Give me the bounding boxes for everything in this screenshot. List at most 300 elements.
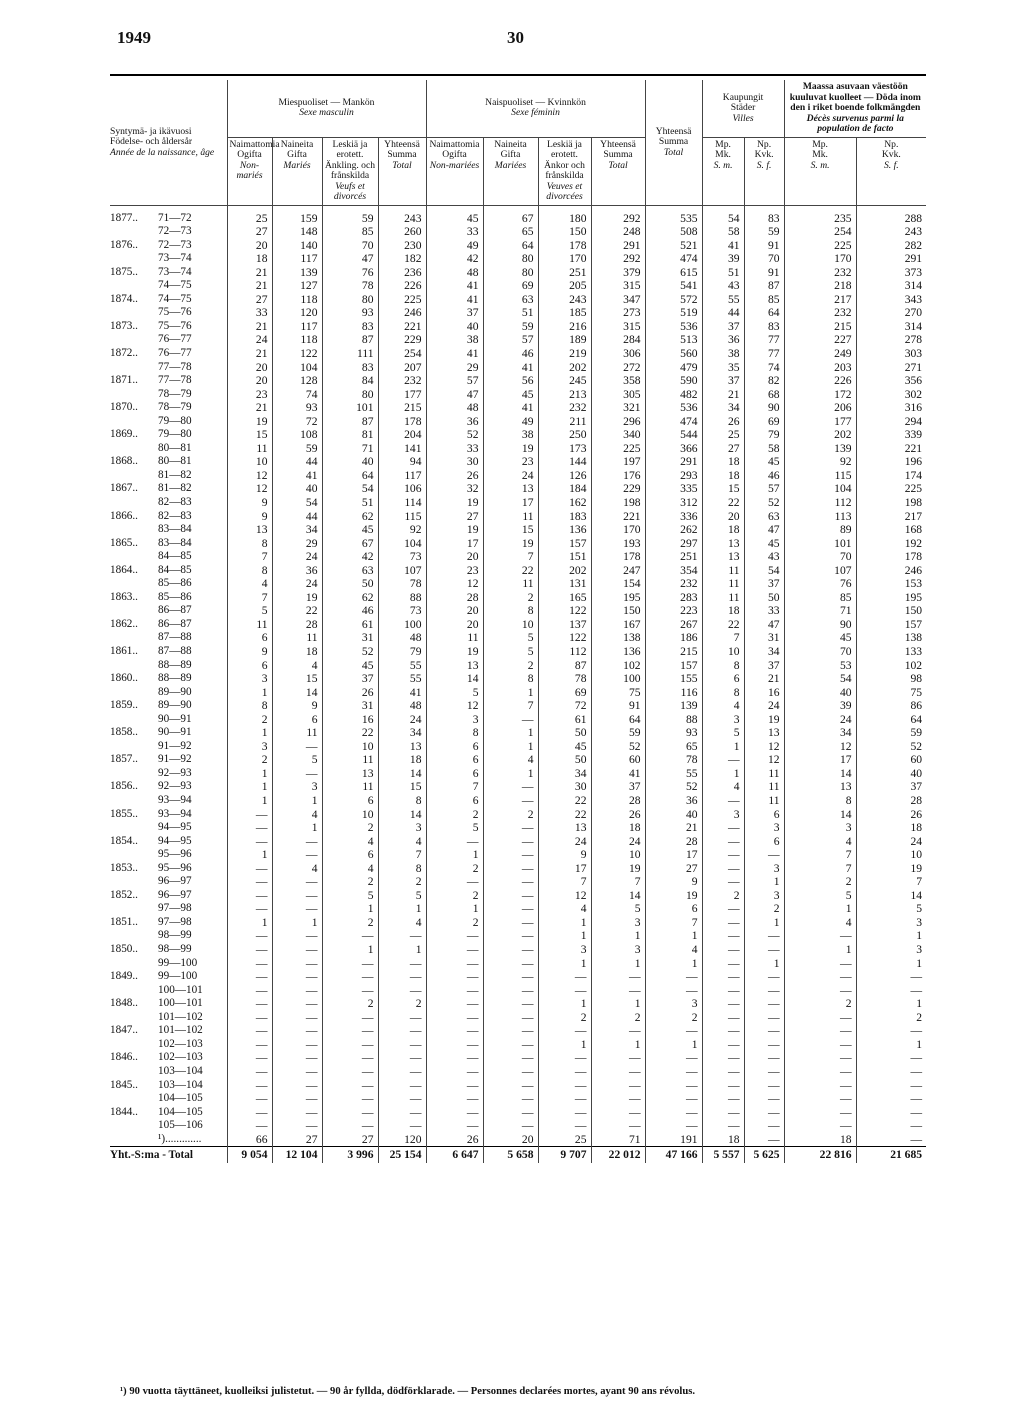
value-cell: 316 (856, 401, 926, 415)
value-cell: 64 (591, 713, 645, 727)
value-cell: — (272, 875, 322, 889)
value-cell: 52 (744, 496, 784, 510)
value-cell: 1 (227, 726, 272, 740)
value-cell: 9 (645, 875, 702, 889)
age-range: 87—88 (158, 645, 192, 657)
value-cell: 80 (483, 252, 538, 266)
value-cell: — (378, 1065, 426, 1079)
value-cell: 93 (272, 401, 322, 415)
value-cell: 88 (645, 713, 702, 727)
value-cell: — (483, 1079, 538, 1093)
age-cell (110, 848, 227, 862)
value-cell: 47 (744, 523, 784, 537)
value-cell: 63 (744, 510, 784, 524)
table-row (110, 970, 926, 984)
value-cell: — (591, 1106, 645, 1120)
value-cell: 42 (426, 252, 483, 266)
value-cell: 572 (645, 293, 702, 307)
value-cell: — (272, 767, 322, 781)
value-cell: 1 (784, 943, 856, 957)
value-cell: 65 (645, 740, 702, 754)
value-cell: 232 (645, 577, 702, 591)
value-cell: — (702, 794, 744, 808)
value-cell: 19 (744, 713, 784, 727)
value-cell: — (272, 957, 322, 971)
value-cell: — (322, 1011, 378, 1025)
birth-year: 1854.. (110, 834, 138, 847)
value-cell: 61 (538, 713, 591, 727)
value-cell: 8 (702, 659, 744, 673)
total-cell: 5 625 (744, 1147, 784, 1164)
age-range: 99—100 (158, 956, 198, 969)
value-cell: 75 (856, 686, 926, 700)
value-cell: — (227, 889, 272, 903)
age-header: Syntymä- ja ikävuosi Födelse- och åldersår Année de la naissance, âge (110, 80, 227, 205)
value-cell: 91 (744, 266, 784, 280)
value-cell: 139 (784, 442, 856, 456)
value-cell: 120 (272, 306, 322, 320)
table-row (110, 333, 926, 347)
value-cell: 58 (744, 442, 784, 456)
value-cell: 221 (856, 442, 926, 456)
value-cell: 40 (272, 482, 322, 496)
value-cell: 85 (322, 225, 378, 239)
value-cell: 7 (483, 550, 538, 564)
value-cell: 292 (591, 205, 645, 225)
value-cell: 7 (227, 591, 272, 605)
value-cell: 141 (378, 442, 426, 456)
value-cell: — (856, 1024, 926, 1038)
table-row (110, 320, 926, 334)
value-cell: 67 (483, 205, 538, 225)
value-cell: 98 (856, 672, 926, 686)
value-cell: 22 (272, 604, 322, 618)
value-cell: 30 (538, 780, 591, 794)
female-widowed-header: Leskiä ja erotett. Änkor och frånskilda Veuves et divorcées (538, 137, 591, 205)
value-cell: 93 (645, 726, 702, 740)
age-cell (110, 388, 227, 402)
value-cell: 71 (322, 442, 378, 456)
value-cell: — (538, 1106, 591, 1120)
age-range: 84—85 (158, 563, 192, 576)
value-cell: 83 (744, 320, 784, 334)
value-cell: 14 (426, 672, 483, 686)
value-cell: 11 (744, 780, 784, 794)
value-cell: 3 (227, 672, 272, 686)
value-cell: 54 (784, 672, 856, 686)
birth-year: 1850.. (110, 943, 138, 956)
value-cell: 10 (591, 848, 645, 862)
age-cell (110, 482, 227, 496)
value-cell: — (483, 862, 538, 876)
value-cell: 90 (744, 401, 784, 415)
value-cell: 1 (744, 916, 784, 930)
value-cell: 34 (272, 523, 322, 537)
value-cell: 11 (702, 591, 744, 605)
age-range: 96—97 (158, 888, 192, 901)
value-cell: 10 (322, 808, 378, 822)
age-cell (110, 225, 227, 239)
value-cell: 150 (856, 604, 926, 618)
age-range: 73—74 (158, 252, 192, 265)
age-range: 76—77 (158, 346, 192, 359)
value-cell: 21 (227, 279, 272, 293)
value-cell: 7 (856, 875, 926, 889)
value-cell: 246 (378, 306, 426, 320)
value-cell: 59 (322, 205, 378, 225)
value-cell: 40 (322, 455, 378, 469)
age-range: 79—80 (158, 428, 192, 441)
value-cell: 16 (744, 686, 784, 700)
value-cell: — (744, 1092, 784, 1106)
value-cell: 9 (227, 496, 272, 510)
table-row (110, 686, 926, 700)
value-cell: 1 (227, 686, 272, 700)
value-cell: — (784, 1011, 856, 1025)
value-cell: 102 (591, 659, 645, 673)
value-cell: 198 (591, 496, 645, 510)
value-cell: 284 (591, 333, 645, 347)
value-cell: 182 (378, 252, 426, 266)
value-cell: 30 (426, 455, 483, 469)
value-cell: 247 (591, 564, 645, 578)
value-cell: 40 (426, 320, 483, 334)
value-cell: 87 (744, 279, 784, 293)
value-cell: 3 (856, 916, 926, 930)
age-cell (110, 916, 227, 930)
value-cell: 70 (784, 645, 856, 659)
value-cell: 1 (483, 767, 538, 781)
value-cell: 5 (483, 645, 538, 659)
value-cell: 62 (322, 510, 378, 524)
value-cell: 4 (378, 916, 426, 930)
value-cell: 184 (538, 482, 591, 496)
value-cell: — (538, 1119, 591, 1133)
value-cell: — (744, 1038, 784, 1052)
value-cell: — (856, 1079, 926, 1093)
value-cell: 235 (784, 205, 856, 225)
table-row (110, 889, 926, 903)
value-cell: 13 (426, 659, 483, 673)
value-cell: 41 (272, 469, 322, 483)
value-cell: 18 (591, 821, 645, 835)
table-row (110, 957, 926, 971)
total-cell: 47 166 (645, 1147, 702, 1164)
value-cell: — (322, 1038, 378, 1052)
value-cell: 50 (744, 591, 784, 605)
value-cell: 41 (702, 239, 744, 253)
value-cell: — (272, 1024, 322, 1038)
value-cell: 7 (426, 780, 483, 794)
age-range: 79—80 (158, 414, 192, 427)
value-cell: — (744, 997, 784, 1011)
value-cell: 4 (645, 943, 702, 957)
table-row (110, 997, 926, 1011)
value-cell: 24 (272, 577, 322, 591)
value-cell: 6 (426, 753, 483, 767)
age-range: ¹)............. (158, 1132, 202, 1145)
value-cell: — (702, 902, 744, 916)
birth-year: 1851.. (110, 915, 138, 928)
value-cell: 87 (322, 415, 378, 429)
value-cell: 2 (591, 1011, 645, 1025)
value-cell: 117 (378, 469, 426, 483)
value-cell: 52 (322, 645, 378, 659)
table-row (110, 361, 926, 375)
age-range: 102—103 (158, 1037, 203, 1050)
value-cell: 118 (272, 293, 322, 307)
value-cell: 101 (784, 537, 856, 551)
value-cell: 196 (856, 455, 926, 469)
value-cell: 270 (856, 306, 926, 320)
value-cell: 120 (378, 1133, 426, 1147)
value-cell: 31 (322, 699, 378, 713)
value-cell: 482 (645, 388, 702, 402)
age-cell (110, 564, 227, 578)
value-cell: 59 (744, 225, 784, 239)
value-cell: — (744, 1024, 784, 1038)
value-cell: — (426, 1106, 483, 1120)
value-cell: 54 (272, 496, 322, 510)
age-cell (110, 997, 227, 1011)
value-cell: — (227, 943, 272, 957)
value-cell: — (272, 970, 322, 984)
page-header (117, 28, 914, 58)
value-cell: 6 (426, 794, 483, 808)
value-cell: — (702, 1079, 744, 1093)
value-cell: 178 (856, 550, 926, 564)
value-cell: 283 (645, 591, 702, 605)
value-cell: 560 (645, 347, 702, 361)
value-cell: 297 (645, 537, 702, 551)
value-cell: 9 (227, 510, 272, 524)
value-cell: 19 (591, 862, 645, 876)
value-cell: 312 (645, 496, 702, 510)
value-cell: 162 (538, 496, 591, 510)
table-row (110, 279, 926, 293)
value-cell: 1 (744, 875, 784, 889)
value-cell: 116 (645, 686, 702, 700)
value-cell: — (645, 1065, 702, 1079)
age-range: 92—93 (158, 780, 192, 793)
value-cell: 11 (322, 780, 378, 794)
age-range: 81—82 (158, 468, 192, 481)
value-cell: 58 (702, 225, 744, 239)
value-cell: 8 (378, 862, 426, 876)
value-cell: 36 (272, 564, 322, 578)
value-cell: 226 (784, 374, 856, 388)
table-row (110, 835, 926, 849)
value-cell: 20 (426, 550, 483, 564)
value-cell: — (483, 984, 538, 998)
value-cell: 474 (645, 415, 702, 429)
value-cell: 18 (784, 1133, 856, 1147)
value-cell: 4 (378, 835, 426, 849)
value-cell: 8 (426, 726, 483, 740)
value-cell: — (744, 1079, 784, 1093)
value-cell: — (702, 929, 744, 943)
value-cell: 1 (645, 957, 702, 971)
value-cell: 27 (227, 225, 272, 239)
value-cell: 28 (591, 794, 645, 808)
age-range: 78—79 (158, 401, 192, 414)
value-cell: 17 (483, 496, 538, 510)
value-cell: — (784, 1092, 856, 1106)
value-cell: 55 (702, 293, 744, 307)
value-cell: 55 (378, 672, 426, 686)
value-cell: 150 (538, 225, 591, 239)
value-cell: 117 (272, 320, 322, 334)
value-cell: 159 (272, 205, 322, 225)
birth-year: 1845.. (110, 1078, 138, 1091)
value-cell: 3 (744, 862, 784, 876)
value-cell: — (426, 1079, 483, 1093)
value-cell: 474 (645, 252, 702, 266)
value-cell: 144 (538, 455, 591, 469)
table-row (110, 645, 926, 659)
value-cell: — (426, 957, 483, 971)
value-cell: 226 (378, 279, 426, 293)
age-cell (110, 808, 227, 822)
value-cell: — (702, 970, 744, 984)
value-cell: 168 (856, 523, 926, 537)
age-range: 89—90 (158, 685, 192, 698)
value-cell: 335 (645, 482, 702, 496)
value-cell: — (702, 753, 744, 767)
age-cell (110, 984, 227, 998)
value-cell: — (645, 1106, 702, 1120)
value-cell: — (227, 1051, 272, 1065)
value-cell: 59 (483, 320, 538, 334)
value-cell: 7 (702, 631, 744, 645)
value-cell: 13 (483, 482, 538, 496)
value-cell: 3 (591, 943, 645, 957)
value-cell: 314 (856, 279, 926, 293)
value-cell: 59 (272, 442, 322, 456)
value-cell: 74 (744, 361, 784, 375)
value-cell: 45 (483, 388, 538, 402)
value-cell: 19 (426, 645, 483, 659)
footnote: ¹) 90 vuotta täyttäneet, kuolleiksi julistetut. — 90 år fyllda, dödförklarade. — Personnes declarées mortes, ayant 90 ans révolus. (120, 1386, 696, 1397)
value-cell: 4 (272, 862, 322, 876)
value-cell: 51 (483, 306, 538, 320)
age-cell (110, 713, 227, 727)
value-cell: 28 (856, 794, 926, 808)
age-cell (110, 821, 227, 835)
value-cell: 20 (227, 239, 272, 253)
value-cell: 87 (538, 659, 591, 673)
value-cell: 315 (591, 279, 645, 293)
value-cell: 26 (856, 808, 926, 822)
table-row (110, 902, 926, 916)
value-cell: 13 (378, 740, 426, 754)
table-row (110, 550, 926, 564)
value-cell: 19 (483, 442, 538, 456)
value-cell: — (744, 970, 784, 984)
value-cell: — (702, 1011, 744, 1025)
value-cell: 225 (378, 293, 426, 307)
age-range: 76—77 (158, 333, 192, 346)
value-cell: 47 (744, 618, 784, 632)
table-row (110, 821, 926, 835)
value-cell: — (227, 997, 272, 1011)
birth-year: 1849.. (110, 970, 138, 983)
value-cell: 2 (702, 889, 744, 903)
value-cell: 2 (426, 916, 483, 930)
value-cell: — (227, 957, 272, 971)
value-cell: 25 (702, 428, 744, 442)
birth-year: 1876.. (110, 238, 138, 251)
value-cell: 291 (856, 252, 926, 266)
value-cell: 32 (426, 482, 483, 496)
value-cell: — (322, 1051, 378, 1065)
birth-year: 1871.. (110, 374, 138, 387)
birth-year: 1862.. (110, 617, 138, 630)
value-cell: 92 (378, 523, 426, 537)
value-cell: 292 (591, 252, 645, 266)
age-cell (110, 266, 227, 280)
value-cell: 251 (538, 266, 591, 280)
value-cell: 202 (538, 564, 591, 578)
value-cell: 64 (856, 713, 926, 727)
table-row (110, 943, 926, 957)
value-cell: 19 (645, 889, 702, 903)
table-row (110, 1119, 926, 1133)
value-cell: — (227, 808, 272, 822)
value-cell: 203 (784, 361, 856, 375)
value-cell: 12 (227, 469, 272, 483)
value-cell: — (483, 943, 538, 957)
age-range: 96—97 (158, 875, 192, 888)
value-cell: — (856, 984, 926, 998)
value-cell: 14 (856, 889, 926, 903)
male-unmarried-header: Naimattomia Ogifta Non-mariés (227, 137, 272, 205)
age-cell (110, 320, 227, 334)
age-range: 72—73 (158, 238, 192, 251)
value-cell: 170 (591, 523, 645, 537)
value-cell: 172 (784, 388, 856, 402)
age-range: 73—74 (158, 265, 192, 278)
value-cell: 157 (645, 659, 702, 673)
value-cell: — (483, 1011, 538, 1025)
value-cell: 71 (784, 604, 856, 618)
value-cell: — (227, 821, 272, 835)
value-cell: 66 (227, 1133, 272, 1147)
value-cell: — (272, 1079, 322, 1093)
value-cell: — (483, 957, 538, 971)
age-range: 72—73 (158, 225, 192, 238)
value-cell: 157 (538, 537, 591, 551)
value-cell: 9 (538, 848, 591, 862)
value-cell: 61 (322, 618, 378, 632)
value-cell: 6 (702, 672, 744, 686)
birth-year: 1848.. (110, 997, 138, 1010)
value-cell: 10 (856, 848, 926, 862)
value-cell: 6 (227, 631, 272, 645)
value-cell: 3 (645, 997, 702, 1011)
value-cell: 25 (538, 1133, 591, 1147)
table-row (110, 293, 926, 307)
age-cell (110, 604, 227, 618)
value-cell: 2 (322, 997, 378, 1011)
age-cell (110, 361, 227, 375)
table-row (110, 239, 926, 253)
table-row (110, 537, 926, 551)
value-cell: 26 (426, 1133, 483, 1147)
value-cell: 5 (591, 902, 645, 916)
value-cell: 11 (744, 794, 784, 808)
value-cell: 41 (426, 279, 483, 293)
